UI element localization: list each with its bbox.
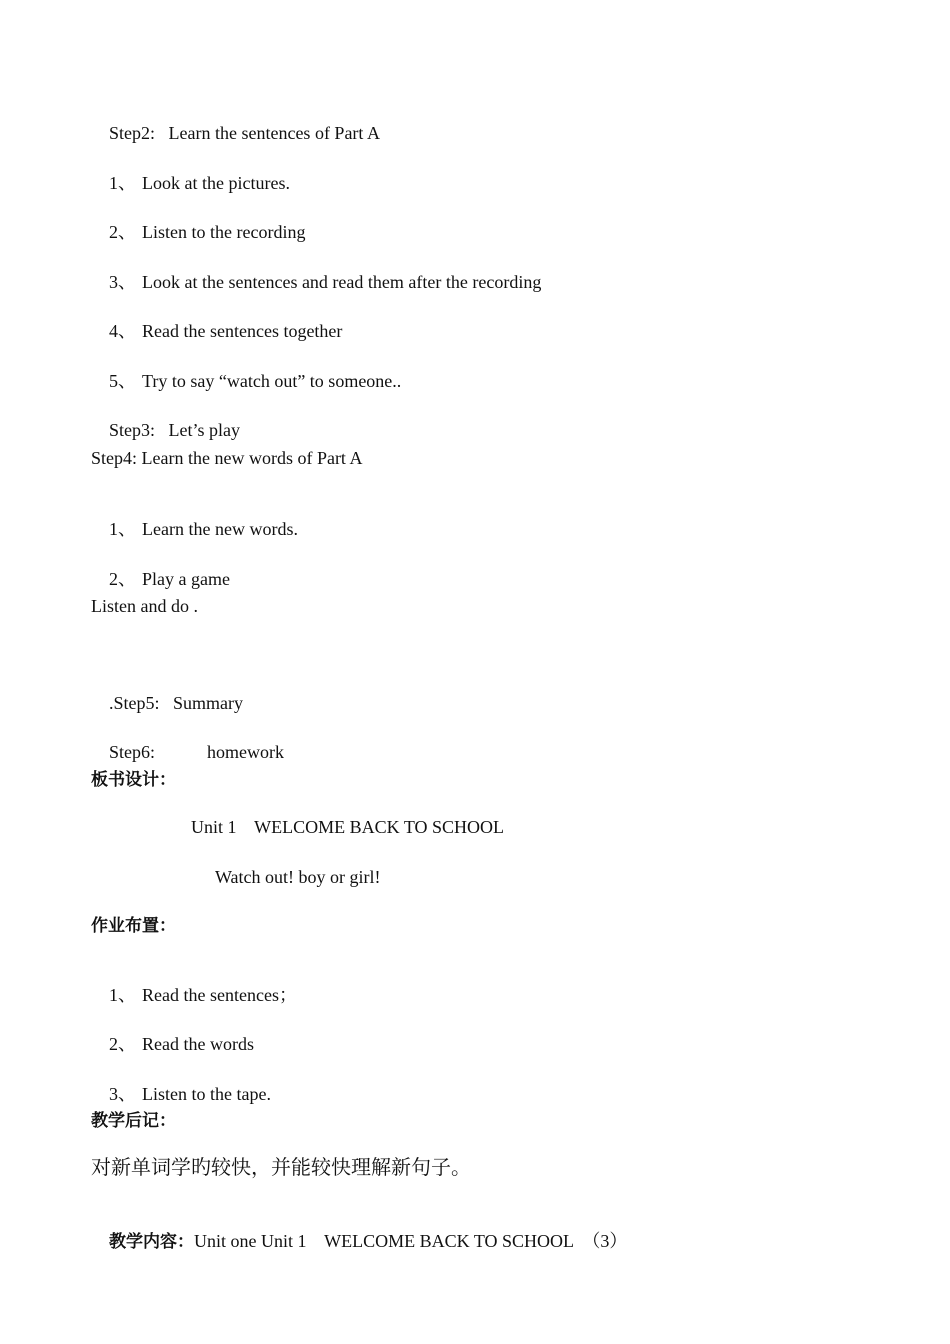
item-number: 5、 bbox=[109, 371, 136, 391]
step5-text: Summary bbox=[173, 693, 244, 713]
step4-line: Step4: Learn the new words of Part A bbox=[91, 448, 363, 468]
item-number: 1、 bbox=[109, 985, 136, 1005]
item-number: 1、 bbox=[109, 173, 136, 193]
reflection-text: 对新单词学旳较快，并能较快理解新句子。 bbox=[91, 1155, 471, 1179]
step5-label: .Step5: bbox=[109, 693, 160, 713]
step6-text: homework bbox=[207, 742, 284, 762]
step3-text: Let’s play bbox=[168, 420, 240, 440]
item-text: Look at the sentences and read them after the recording bbox=[142, 272, 542, 292]
board-design-line-2: Watch out! boy or girl! bbox=[215, 867, 381, 887]
item-number: 2、 bbox=[109, 222, 136, 242]
step2-label: Step2: bbox=[109, 123, 156, 143]
listen-and-do: Listen and do . bbox=[91, 596, 198, 616]
item-text: Listen to the tape. bbox=[142, 1084, 271, 1104]
step2-text: Learn the sentences of Part A bbox=[168, 123, 380, 143]
item-text: Read the sentences； bbox=[142, 985, 297, 1005]
board-design-heading: 板书设计： bbox=[91, 770, 176, 790]
content-text: Unit one Unit 1 WELCOME BACK TO SCHOOL （3） bbox=[194, 1231, 628, 1251]
item-text: Read the words bbox=[142, 1034, 254, 1054]
item-number: 2、 bbox=[109, 569, 136, 589]
item-number: 3、 bbox=[109, 272, 136, 292]
content-heading: 教学内容： bbox=[109, 1232, 194, 1252]
item-number: 1、 bbox=[109, 519, 136, 539]
item-number: 2、 bbox=[109, 1034, 136, 1054]
item-number: 3、 bbox=[109, 1084, 136, 1104]
reflection-heading: 教学后记： bbox=[91, 1111, 176, 1131]
item-text: Try to say “watch out” to someone.. bbox=[142, 371, 402, 391]
item-text: Learn the new words. bbox=[142, 519, 298, 539]
item-text: Look at the pictures. bbox=[142, 173, 290, 193]
board-design-line-1: Unit 1 WELCOME BACK TO SCHOOL bbox=[191, 817, 505, 837]
item-text: Listen to the recording bbox=[142, 222, 306, 242]
item-text: Read the sentences together bbox=[142, 321, 343, 341]
homework-heading: 作业布置： bbox=[91, 916, 176, 936]
step3-label: Step3: bbox=[109, 420, 156, 440]
item-number: 4、 bbox=[109, 321, 136, 341]
item-text: Play a game bbox=[142, 569, 230, 589]
content-line bbox=[91, 1208, 627, 1275]
step6-label: Step6: bbox=[109, 742, 156, 762]
